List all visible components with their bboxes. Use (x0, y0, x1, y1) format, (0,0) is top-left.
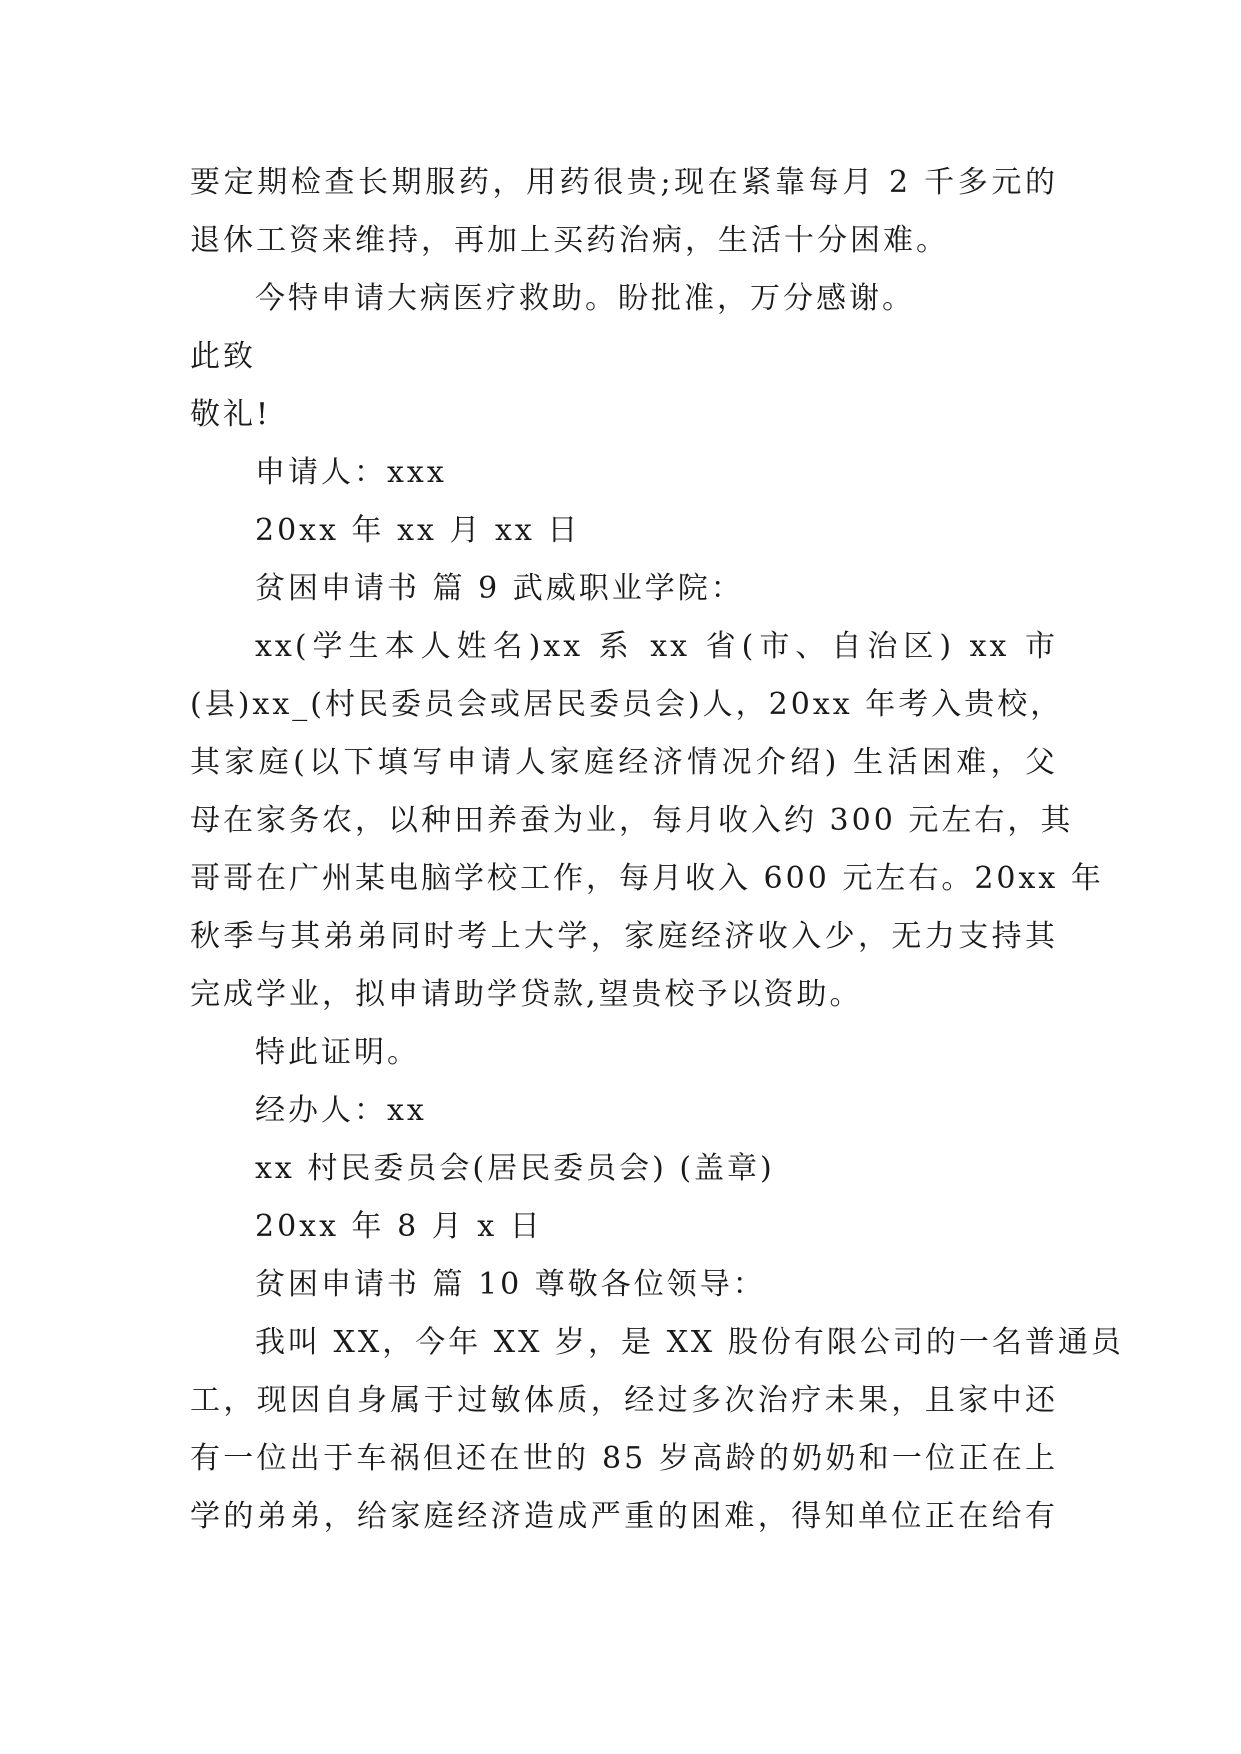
paragraph-line: 学的弟弟，给家庭经济造成严重的困难，得知单位正在给有 (190, 1499, 1058, 1534)
paragraph-line: 有一位出于车祸但还在世的 85 岁高龄的奶奶和一位正在上 (190, 1441, 1058, 1476)
committee-stamp-line: xx 村民委员会(居民委员会) (盖章) (255, 1151, 775, 1186)
paragraph-line: 母在家务农，以种田养蚕为业，每月收入约 300 元左右，其 (190, 803, 1074, 838)
salutation-line: 此致 (190, 339, 256, 374)
paragraph-line: 要定期检查长期服药，用药很贵;现在紧靠每月 2 千多元的 (190, 165, 1058, 200)
paragraph-line: (县)xx_(村民委员会或居民委员会)人，20xx 年考入贵校， (190, 687, 1064, 722)
paragraph-line: 工，现因自身属于过敏体质，经过多次治疗未果，且家中还 (190, 1383, 1058, 1418)
paragraph-line: 哥哥在广州某电脑学校工作，每月收入 600 元左右。20xx 年 (190, 861, 1104, 896)
date-line: 20xx 年 8 月 x 日 (255, 1209, 543, 1244)
section-heading: 贫困申请书 篇 9 武威职业学院： (255, 571, 744, 606)
applicant-line: 申请人：xxx (255, 455, 447, 490)
handler-line: 经办人：xx (255, 1093, 427, 1128)
paragraph-line: 其家庭(以下填写申请人家庭经济情况介绍) 生活困难，父 (190, 745, 1058, 780)
salutation-line: 敬礼! (190, 397, 272, 432)
paragraph-line: xx(学生本人姓名)xx 系 xx 省(市、自治区) xx 市 (255, 629, 1058, 664)
document-body (190, 154, 1124, 1546)
date-line: 20xx 年 xx 月 xx 日 (255, 513, 581, 548)
certification-line: 特此证明。 (255, 1035, 420, 1070)
section-heading: 贫困申请书 篇 10 尊敬各位领导： (255, 1267, 766, 1302)
paragraph-line: 秋季与其弟弟同时考上大学，家庭经济收入少，无力支持其 (190, 919, 1058, 954)
paragraph-line: 退休工资来维持，再加上买药治病，生活十分困难。 (190, 223, 949, 258)
paragraph-line: 我叫 XX，今年 XX 岁，是 XX 股份有限公司的一名普通员 (255, 1325, 1124, 1360)
paragraph-line: 完成学业，拟申请助学贷款,望贵校予以资助。 (190, 977, 863, 1012)
paragraph-line: 今特申请大病医疗救助。盼批准，万分感谢。 (255, 281, 915, 316)
